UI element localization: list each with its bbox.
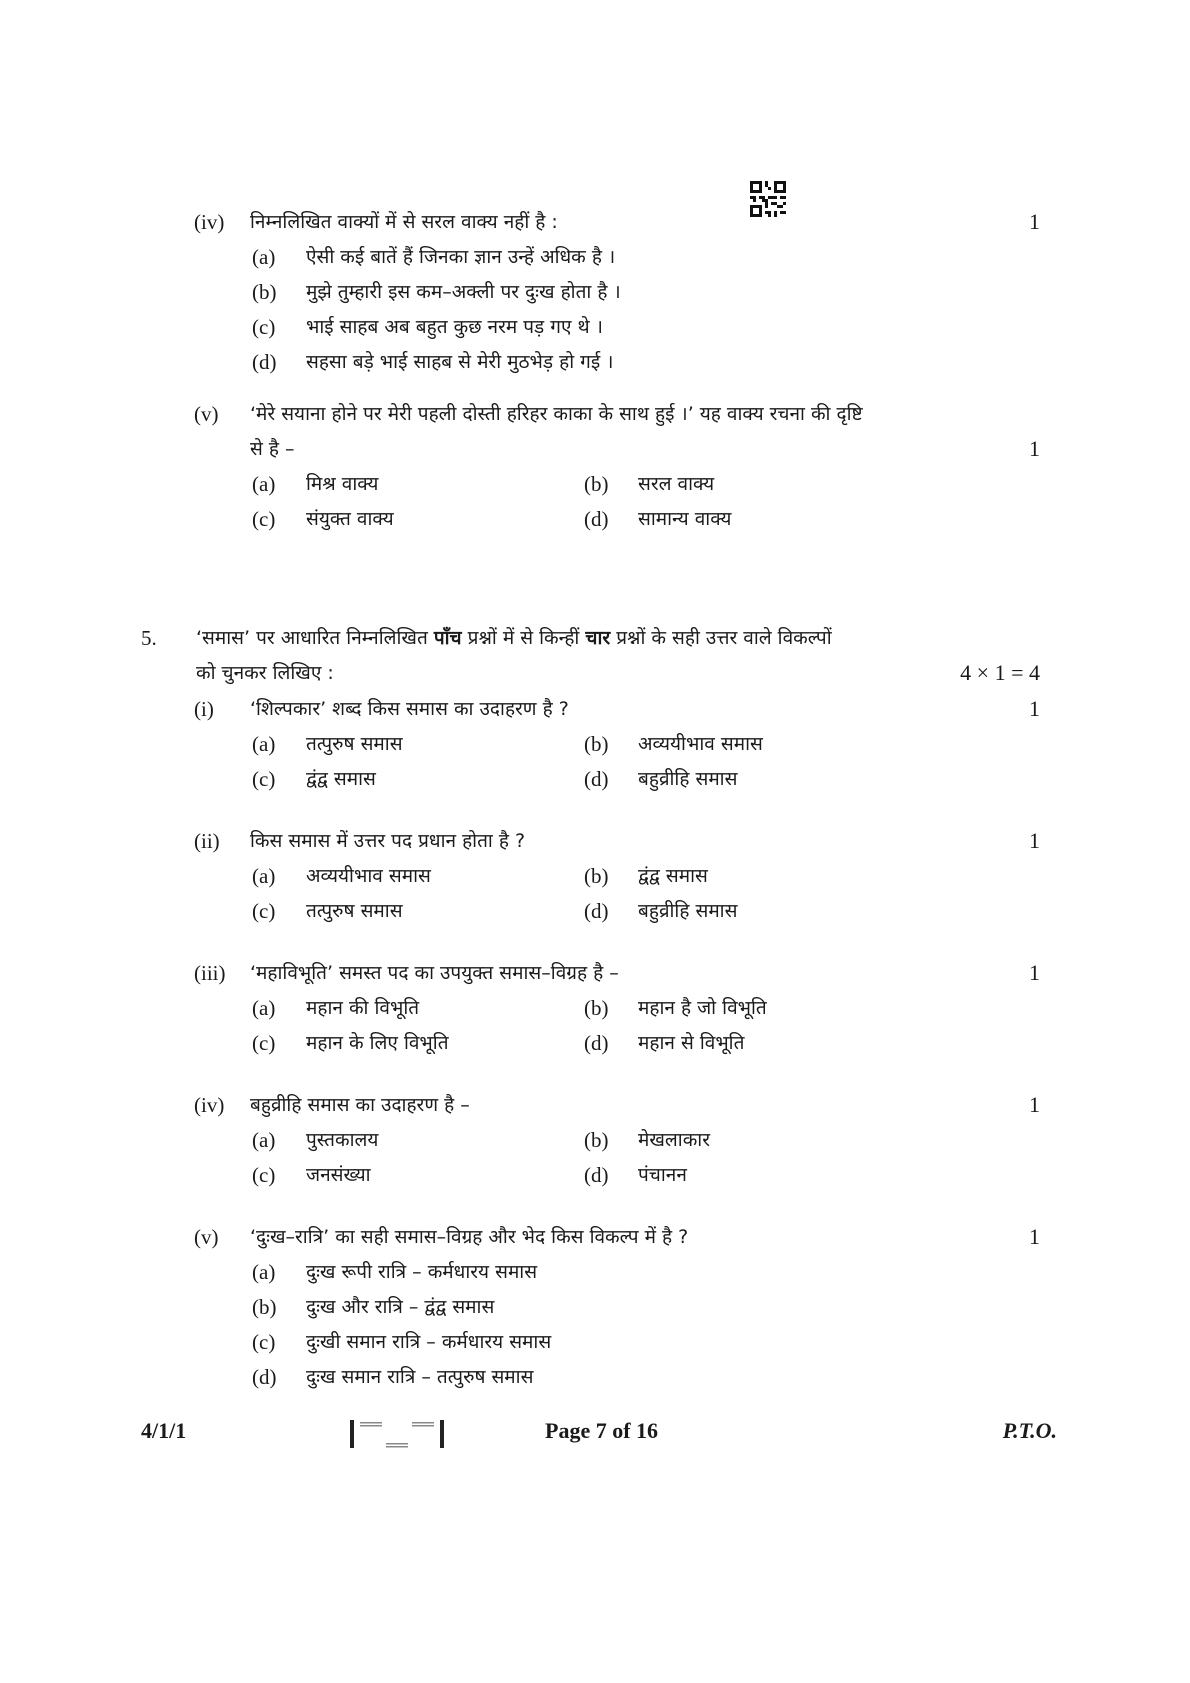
paper-code: 4/1/1 <box>141 1418 187 1443</box>
option-letter: (b) <box>252 1295 277 1319</box>
option-row <box>0 345 1190 379</box>
option-row <box>0 1123 1190 1157</box>
option-text: तत्पुरुष समास <box>306 900 403 922</box>
question-text: निम्नलिखित वाक्यों में से सरल वाक्य नहीं है : <box>250 211 558 233</box>
intro-text: ‘समास’ पर आधारित निम्नलिखित <box>196 627 434 649</box>
option-text: दुःख समान रात्रि – तत्पुरुष समास <box>306 1366 534 1388</box>
option-text: महान से विभूति <box>638 1032 745 1054</box>
question-text: से है – <box>250 438 295 460</box>
option-row <box>0 1325 1190 1359</box>
option-letter: (a) <box>252 864 276 888</box>
option-row <box>0 1255 1190 1289</box>
option-letter: (d) <box>252 1365 277 1389</box>
option-row <box>0 502 1190 536</box>
q5-i-question <box>0 692 1190 726</box>
q5-v-question <box>0 1220 1190 1254</box>
option-text: बहुव्रीहि समास <box>638 768 738 790</box>
option-row <box>0 467 1190 501</box>
option-row <box>0 727 1190 761</box>
question-text: ‘शिल्पकार’ शब्द किस समास का उदाहरण है ? <box>250 698 569 720</box>
option-text: द्वंद्व समास <box>306 768 376 790</box>
marks: 1 <box>1029 436 1040 461</box>
option-letter: (a) <box>252 1260 276 1284</box>
option-text: महान है जो विभूति <box>638 997 767 1019</box>
option-row <box>0 1026 1190 1060</box>
option-text: मुझे तुम्हारी इस कम–अक्ली पर दुःख होता है । <box>306 281 621 303</box>
option-row <box>0 1290 1190 1324</box>
option-row <box>0 991 1190 1025</box>
option-letter: (d) <box>584 1031 609 1055</box>
question-number: (ii) <box>194 829 220 853</box>
option-letter: (b) <box>584 472 609 496</box>
option-text: अव्ययीभाव समास <box>638 733 763 755</box>
q4-iv-question <box>0 205 1190 239</box>
question-text: ‘मेरे सयाना होने पर मेरी पहली दोस्ती हरिहर काका के साथ हुई ।’ यह वाक्य रचना की दृष्टि <box>250 403 863 425</box>
option-text: जनसंख्या <box>306 1164 371 1186</box>
option-letter: (b) <box>584 732 609 756</box>
option-letter: (d) <box>584 767 609 791</box>
option-text: मेखलाकार <box>638 1129 710 1151</box>
option-letter: (c) <box>252 1163 276 1187</box>
option-letter: (c) <box>252 315 276 339</box>
option-text: महान की विभूति <box>306 997 420 1019</box>
intro-bold: पाँच <box>433 627 462 649</box>
pto-label: P.T.O. <box>1002 1418 1057 1443</box>
option-row <box>0 310 1190 344</box>
question-number: (v) <box>194 402 219 426</box>
option-letter: (a) <box>252 472 276 496</box>
option-text: ऐसी कई बातें हैं जिनका ज्ञान उन्हें अधिक है । <box>306 246 616 268</box>
question-text: बहुव्रीहि समास का उदाहरण है – <box>250 1094 470 1116</box>
option-row <box>0 1360 1190 1394</box>
question-number: (iv) <box>194 210 225 234</box>
option-text: दुःख रूपी रात्रि – कर्मधारय समास <box>306 1261 538 1283</box>
option-letter: (c) <box>252 767 276 791</box>
option-row <box>0 240 1190 274</box>
option-text: भाई साहब अब बहुत कुछ नरम पड़ गए थे । <box>306 316 603 338</box>
option-letter: (c) <box>252 1330 276 1354</box>
option-letter: (b) <box>252 280 277 304</box>
marks: 1 <box>1029 1224 1040 1249</box>
option-row <box>0 859 1190 893</box>
option-text: मिश्र वाक्य <box>306 473 379 495</box>
question-text: को चुनकर लिखिए : <box>196 662 334 684</box>
option-letter: (b) <box>584 864 609 888</box>
marks: 1 <box>1029 209 1040 234</box>
question-number: (iv) <box>194 1093 225 1117</box>
option-text: पंचानन <box>638 1164 687 1186</box>
option-row <box>0 1158 1190 1192</box>
marks: 1 <box>1029 1092 1040 1117</box>
option-text: सहसा बड़े भाई साहब से मेरी मुठभेड़ हो गई । <box>306 351 614 373</box>
q5-iii-question <box>0 956 1190 990</box>
question-number: (i) <box>194 697 214 721</box>
registration-mark-icon <box>350 1418 450 1450</box>
question-number: (v) <box>194 1225 219 1249</box>
option-letter: (d) <box>584 507 609 531</box>
option-text: सामान्य वाक्य <box>638 508 732 530</box>
option-text: अव्ययीभाव समास <box>306 865 431 887</box>
page-footer <box>0 1418 1190 1458</box>
q5-ii-question <box>0 824 1190 858</box>
q5-iv-question <box>0 1088 1190 1122</box>
option-letter: (c) <box>252 1031 276 1055</box>
q5-intro-cont <box>0 656 1190 690</box>
marks: 4 × 1 = 4 <box>960 660 1040 685</box>
option-letter: (c) <box>252 507 276 531</box>
q4-v-question <box>0 397 1190 431</box>
option-text: दुःखी समान रात्रि – कर्मधारय समास <box>306 1331 552 1353</box>
intro-text: प्रश्नों के सही उत्तर वाले विकल्पों <box>610 627 832 649</box>
question-text <box>196 621 832 655</box>
question-text: किस समास में उत्तर पद प्रधान होता है ? <box>250 830 526 852</box>
marks: 1 <box>1029 828 1040 853</box>
question-number: 5. <box>141 626 157 650</box>
option-letter: (d) <box>584 1163 609 1187</box>
q4-v-question-cont <box>0 432 1190 466</box>
option-text: तत्पुरुष समास <box>306 733 403 755</box>
intro-bold: चार <box>585 627 611 649</box>
option-letter: (b) <box>584 1128 609 1152</box>
option-letter: (b) <box>584 996 609 1020</box>
option-text: पुस्तकालय <box>306 1129 379 1151</box>
option-text: बहुव्रीहि समास <box>638 900 738 922</box>
question-number: (iii) <box>194 961 226 985</box>
option-row <box>0 762 1190 796</box>
option-letter: (d) <box>252 350 277 374</box>
option-letter: (a) <box>252 732 276 756</box>
option-text: महान के लिए विभूति <box>306 1032 449 1054</box>
page-number: Page 7 of 16 <box>545 1418 659 1443</box>
option-letter: (d) <box>584 899 609 923</box>
option-text: द्वंद्व समास <box>638 865 708 887</box>
option-letter: (c) <box>252 899 276 923</box>
option-text: संयुक्त वाक्य <box>306 508 394 530</box>
option-text: सरल वाक्य <box>638 473 715 495</box>
option-letter: (a) <box>252 1128 276 1152</box>
option-row <box>0 275 1190 309</box>
question-text: ‘दुःख–रात्रि’ का सही समास–विग्रह और भेद किस विकल्प में है ? <box>250 1226 689 1248</box>
question-text: ‘महाविभूति’ समस्त पद का उपयुक्त समास–विग्रह है – <box>250 962 619 984</box>
marks: 1 <box>1029 960 1040 985</box>
q5-intro <box>0 621 1190 655</box>
marks: 1 <box>1029 696 1040 721</box>
option-letter: (a) <box>252 996 276 1020</box>
intro-text: प्रश्नों में से किन्हीं <box>461 627 586 649</box>
option-letter: (a) <box>252 245 276 269</box>
option-row <box>0 894 1190 928</box>
option-text: दुःख और रात्रि – द्वंद्व समास <box>306 1296 495 1318</box>
